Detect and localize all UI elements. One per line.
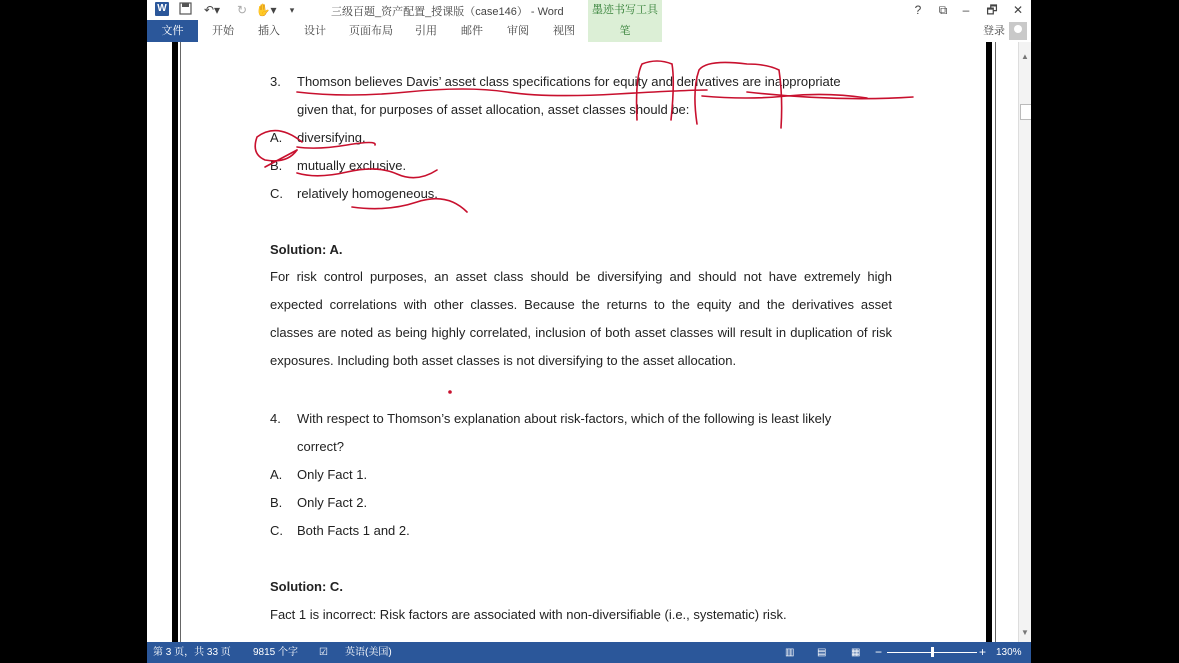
tab-design[interactable]: 设计 xyxy=(304,25,326,37)
tab-mailings[interactable]: 邮件 xyxy=(461,25,483,37)
tab-pen[interactable]: 笔 xyxy=(588,20,662,42)
status-bar xyxy=(147,642,1031,663)
redo-icon[interactable]: ↻ xyxy=(236,3,248,17)
option-text: diversifying. xyxy=(297,130,366,145)
question-4-stem-line1: With respect to Thomson’s explanation about risk-factors, which of the following is least likely xyxy=(297,411,832,426)
solution-4-line1: Fact 1 is incorrect: Risk factors are associated with non-diversifiable (i.e., systematic) risk. xyxy=(270,607,787,622)
tab-review[interactable]: 审阅 xyxy=(507,25,529,37)
option-letter: C. xyxy=(270,186,283,201)
tab-references[interactable]: 引用 xyxy=(415,25,437,37)
question-4-number: 4. xyxy=(270,411,281,426)
question-3-stem-line2: given that, for purposes of asset allocation, asset classes should be: xyxy=(297,102,690,117)
vertical-scrollbar[interactable] xyxy=(1018,42,1031,642)
zoom-slider-handle[interactable] xyxy=(931,647,934,657)
zoom-in-icon[interactable]: + xyxy=(979,645,987,659)
help-button[interactable]: ? xyxy=(914,3,922,17)
tab-file[interactable]: 文件 xyxy=(147,20,198,42)
tab-layout[interactable]: 页面布局 xyxy=(349,25,393,37)
word-window xyxy=(147,0,1031,663)
question-3-number: 3. xyxy=(270,74,281,89)
word-count[interactable]: 9815 个字 xyxy=(253,647,299,658)
option-letter: A. xyxy=(270,130,283,145)
document-title: 三级百题_资产配置_授课版（case146） - Word xyxy=(331,6,564,18)
word-logo-icon[interactable]: W xyxy=(155,2,169,16)
zoom-level[interactable]: 130% xyxy=(996,647,1022,658)
tab-insert[interactable]: 插入 xyxy=(258,25,280,37)
ribbon-tabs xyxy=(147,20,1031,42)
option-letter: B. xyxy=(270,495,283,510)
title-bar xyxy=(147,0,1031,20)
save-icon[interactable] xyxy=(177,2,193,18)
zoom-out-icon[interactable]: − xyxy=(875,645,883,659)
document-canvas[interactable] xyxy=(147,42,1018,642)
tab-view[interactable]: 视图 xyxy=(553,25,575,37)
ink-tools-context-label: 墨迹书写工具 xyxy=(588,0,662,20)
scroll-thumb[interactable] xyxy=(1020,104,1031,120)
read-mode-icon[interactable]: ▥ xyxy=(785,647,795,658)
option-letter: A. xyxy=(270,467,283,482)
question-4-stem-line2: correct? xyxy=(297,439,344,454)
minimize-button[interactable]: – xyxy=(962,3,970,17)
option-text: Only Fact 1. xyxy=(297,467,368,482)
ribbon-display-options-button[interactable]: ⧉ xyxy=(938,3,948,17)
tab-home[interactable]: 开始 xyxy=(212,25,234,37)
undo-icon[interactable]: ↶▾ xyxy=(203,3,221,17)
customize-quick-access-icon[interactable]: ▾ xyxy=(289,5,295,15)
question-3-stem-line1: Thomson believes Davis’ asset class specifications for equity and derivatives are inappropriate xyxy=(297,74,841,89)
page-count[interactable]: 第 3 页，共 33 页 xyxy=(153,647,231,658)
web-layout-icon[interactable]: ▦ xyxy=(851,647,861,658)
scroll-up-arrow-icon[interactable]: ▲ xyxy=(1021,52,1029,61)
scroll-down-arrow-icon[interactable]: ▼ xyxy=(1021,628,1029,637)
touch-mode-icon[interactable]: ✋▾ xyxy=(255,3,277,17)
option-text: relatively homogeneous. xyxy=(297,186,438,201)
option-text: Only Fact 2. xyxy=(297,495,368,510)
close-button[interactable]: ✕ xyxy=(1012,3,1024,17)
restore-button[interactable]: 🗗 xyxy=(986,3,998,17)
option-text: Both Facts 1 and 2. xyxy=(297,523,410,538)
solution-3-text: For risk control purposes, an asset class should be diversifying and should not have extremely high expected correlations with other classes. Because the returns to the equity and the derivatives asset classes are noted as being highly correlated, inclusion of both asset classes will result in duplication of risk exposures. Including both asset classes is not diversifying to the asset allocation. xyxy=(270,269,892,368)
solution-4-title: Solution: C. xyxy=(270,579,343,594)
solution-3-title: Solution: A. xyxy=(270,242,343,257)
avatar[interactable] xyxy=(1009,22,1027,40)
option-letter: C. xyxy=(270,523,283,538)
option-text: mutually exclusive. xyxy=(297,158,407,173)
proofing-icon[interactable]: ☑ xyxy=(319,647,328,658)
sign-in-link[interactable]: 登录 xyxy=(983,25,1005,37)
ink-annotations xyxy=(147,42,1018,642)
print-layout-icon[interactable]: ▤ xyxy=(817,647,827,658)
option-letter: B. xyxy=(270,158,283,173)
language-indicator[interactable]: 英语(美国) xyxy=(345,647,392,658)
